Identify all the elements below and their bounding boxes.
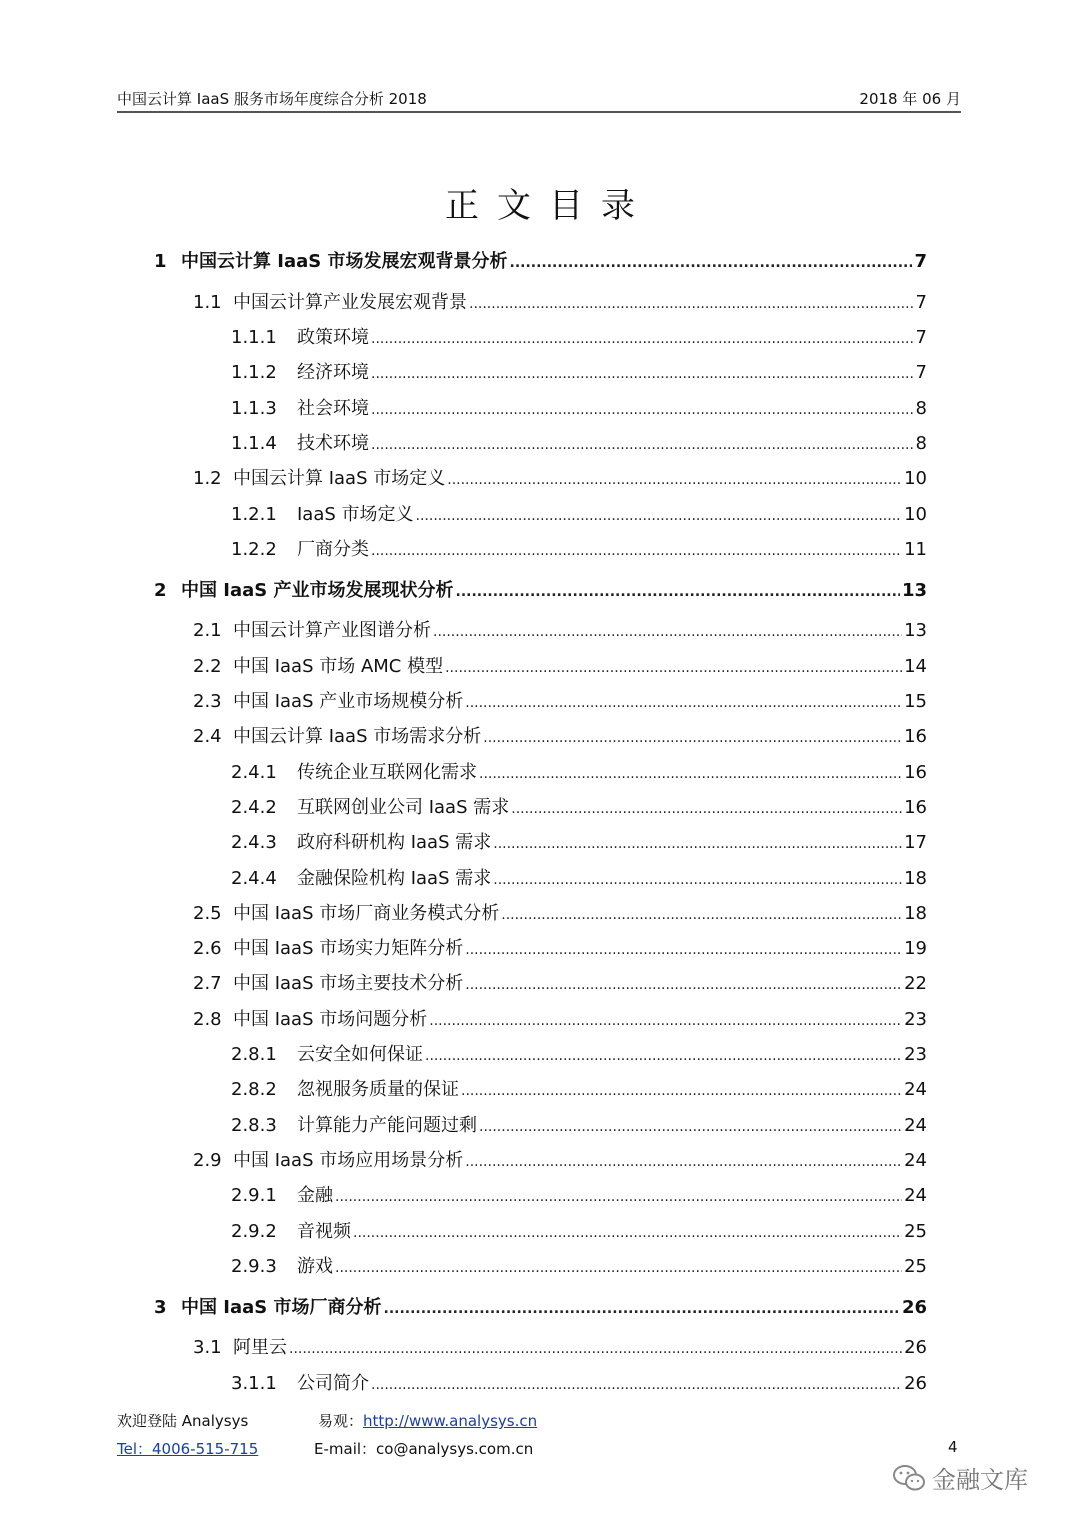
toc-entry[interactable]: [231, 1254, 927, 1280]
toc-entry-title: 中国 IaaS 市场问题分析: [233, 1009, 428, 1030]
toc-entry-title: 政策环境: [297, 327, 369, 348]
footer-website-label: 易观：: [318, 1412, 364, 1430]
toc-entry[interactable]: [231, 760, 927, 786]
toc-leader-dots: [493, 867, 902, 893]
toc-entry-number: 2.5: [193, 903, 222, 924]
toc-leader-dots: [511, 796, 902, 822]
toc-entry-page: 24: [904, 1115, 927, 1136]
toc-entry[interactable]: [193, 466, 927, 492]
toc-entry[interactable]: [231, 1042, 927, 1068]
toc-entry-title: 技术环境: [297, 433, 369, 454]
toc-entry-title: 中国 IaaS 市场厂商分析: [181, 1297, 382, 1318]
toc-entry-page: 13: [904, 620, 927, 641]
toc-entry-title: 计算能力产能问题过剩: [297, 1115, 477, 1136]
toc-leader-dots: [501, 902, 902, 928]
toc-leader-dots: [479, 1114, 902, 1140]
toc-leader-dots: [510, 250, 913, 276]
toc-leader-dots: [493, 831, 902, 857]
toc-leader-dots: [483, 725, 902, 751]
toc-entry-page: 24: [904, 1150, 927, 1171]
toc-entry[interactable]: [231, 866, 927, 892]
toc-entry-title: 经济环境: [297, 362, 369, 383]
toc-leader-dots: [371, 361, 913, 387]
toc-entry-page: 18: [904, 903, 927, 924]
toc-entry-title: 中国云计算产业发展宏观背景: [233, 292, 467, 313]
toc-entry-number: 3.1.1: [231, 1373, 277, 1394]
toc-leader-dots: [479, 761, 902, 787]
toc-entry-title: 政府科研机构 IaaS 需求: [297, 832, 492, 853]
toc-entry-page: 16: [904, 726, 927, 747]
toc-entry-title: 中国 IaaS 市场主要技术分析: [233, 973, 464, 994]
toc-entry-page: 7: [915, 292, 927, 313]
toc-entry[interactable]: [193, 689, 927, 715]
toc-entry[interactable]: [193, 724, 927, 750]
page-header: [117, 88, 961, 112]
toc-leader-dots: [289, 1336, 902, 1362]
toc-leader-dots: [371, 432, 913, 458]
toc-entry-page: 26: [901, 1297, 927, 1318]
toc-entry-page: 25: [904, 1256, 927, 1277]
toc-entry[interactable]: [193, 971, 927, 997]
toc-entry-title: 中国 IaaS 产业市场发展现状分析: [181, 580, 454, 601]
toc-entry-page: 23: [904, 1044, 927, 1065]
toc-entry[interactable]: [193, 290, 927, 316]
toc-entry-number: 3.1: [193, 1337, 222, 1358]
toc-entry-number: 2.7: [193, 973, 222, 994]
header-divider: [117, 111, 961, 113]
toc-entry-title: 中国 IaaS 市场厂商业务模式分析: [233, 903, 500, 924]
toc-entry-title: 阿里云: [233, 1337, 287, 1358]
toc-leader-dots: [335, 1184, 902, 1210]
watermark: [892, 1460, 1028, 1495]
toc-leader-dots: [416, 503, 903, 529]
toc-entry-page: 26: [904, 1373, 927, 1394]
toc-entry-title: 中国云计算 IaaS 市场需求分析: [233, 726, 482, 747]
toc-entry-title: 互联网创业公司 IaaS 需求: [297, 797, 510, 818]
toc-entry-number: 1.2.1: [231, 504, 277, 525]
toc-entry-title: 厂商分类: [297, 539, 369, 560]
toc-entry-title: 中国云计算 IaaS 市场发展宏观背景分析: [181, 251, 508, 272]
toc-entry[interactable]: [231, 396, 927, 422]
toc-entry-page: 16: [904, 797, 927, 818]
toc-entry-number: 1.1: [193, 292, 222, 313]
toc-entry[interactable]: [231, 431, 927, 457]
toc-leader-dots: [429, 1008, 902, 1034]
toc-leader-dots: [469, 291, 913, 317]
toc-entry-page: 7: [914, 251, 927, 272]
toc-entry-page: 7: [915, 327, 927, 348]
toc-entry-number: 2.9.2: [231, 1221, 277, 1242]
toc-entry-page: 22: [904, 973, 927, 994]
toc-entry-page: 7: [915, 362, 927, 383]
toc-entry-number: 2: [154, 580, 167, 601]
toc-leader-dots: [445, 655, 902, 681]
toc-entry[interactable]: [231, 1183, 927, 1209]
toc-entry-page: 8: [915, 433, 927, 454]
toc-entry-number: 2.1: [193, 620, 222, 641]
toc-entry-page: 13: [901, 580, 927, 601]
toc-entry[interactable]: [231, 795, 927, 821]
toc-entry[interactable]: [154, 1295, 927, 1321]
toc-entry-number: 2.2: [193, 656, 222, 677]
footer-website-line: [318, 1410, 537, 1431]
toc-leader-dots: [465, 937, 902, 963]
toc-entry-number: 1.1.2: [231, 362, 277, 383]
toc-entry[interactable]: [193, 1148, 927, 1174]
toc-entry-title: 游戏: [297, 1256, 333, 1277]
toc-entry-title: 音视频: [297, 1221, 351, 1242]
toc-entry-page: 23: [904, 1009, 927, 1030]
toc-leader-dots: [371, 538, 902, 564]
toc-entry-title: 中国云计算 IaaS 市场定义: [233, 468, 446, 489]
toc-entry-number: 2.4.2: [231, 797, 277, 818]
toc-entry-title: 社会环境: [297, 398, 369, 419]
toc-entry[interactable]: [231, 1077, 927, 1103]
toc-entry-title: 公司简介: [297, 1373, 369, 1394]
toc-entry-number: 2.4.3: [231, 832, 277, 853]
header-document-title: 中国云计算 IaaS 服务市场年度综合分析 2018: [117, 90, 427, 108]
toc-entry-number: 2.8.1: [231, 1044, 277, 1065]
toc-entry[interactable]: [231, 325, 927, 351]
toc-entry[interactable]: [154, 578, 927, 604]
toc-leader-dots: [456, 579, 900, 605]
toc-entry-title: 传统企业互联网化需求: [297, 762, 477, 783]
toc-entry-page: 8: [915, 398, 927, 419]
toc-entry-title: 中国 IaaS 产业市场规模分析: [233, 691, 464, 712]
toc-entry-number: 1.1.1: [231, 327, 277, 348]
toc-leader-dots: [447, 467, 902, 493]
toc-entry-number: 2.6: [193, 938, 222, 959]
toc-entry[interactable]: [193, 1007, 927, 1033]
toc-leader-dots: [425, 1043, 902, 1069]
toc-entry[interactable]: [231, 537, 927, 563]
toc-leader-dots: [371, 397, 913, 423]
toc-entry-title: 金融: [297, 1185, 333, 1206]
toc-entry-number: 1.1.4: [231, 433, 277, 454]
toc-entry[interactable]: [231, 1219, 927, 1245]
toc-entry-title: 中国 IaaS 市场应用场景分析: [233, 1150, 464, 1171]
toc-leader-dots: [465, 690, 902, 716]
toc-entry-page: 17: [904, 832, 927, 853]
toc-entry-number: 1: [154, 251, 167, 272]
toc-entry-number: 2.4.1: [231, 762, 277, 783]
toc-entry-number: 2.9.1: [231, 1185, 277, 1206]
toc-entry-number: 2.8.3: [231, 1115, 277, 1136]
toc-leader-dots: [461, 1078, 902, 1104]
toc-entry-number: 2.3: [193, 691, 222, 712]
toc-entry-page: 18: [904, 868, 927, 889]
toc-entry-title: 忽视服务质量的保证: [297, 1079, 459, 1100]
toc-leader-dots: [335, 1255, 902, 1281]
toc-entry[interactable]: [193, 1335, 927, 1361]
footer-website-link[interactable]: http://www.analysys.cn: [363, 1412, 538, 1430]
toc-entry-title: IaaS 市场定义: [297, 504, 414, 525]
footer-phone-link[interactable]: Tel：4006-515-715: [117, 1440, 259, 1458]
toc-entry-page: 26: [904, 1337, 927, 1358]
toc-leader-dots: [371, 326, 913, 352]
header-date: 2018 年 06 月: [859, 90, 961, 108]
toc-entry[interactable]: [193, 901, 927, 927]
page-number: 4: [948, 1438, 958, 1456]
toc-entry-number: 1.1.3: [231, 398, 277, 419]
toc-leader-dots: [433, 619, 902, 645]
footer-welcome: 欢迎登陆 Analysys: [117, 1412, 249, 1430]
footer-email: E-mail：co@analysys.com.cn: [314, 1440, 534, 1458]
toc-leader-dots: [384, 1296, 900, 1322]
toc-entry-title: 中国云计算产业图谱分析: [233, 620, 431, 641]
toc-entry-page: 15: [904, 691, 927, 712]
toc-entry-page: 25: [904, 1221, 927, 1242]
toc-leader-dots: [371, 1372, 902, 1398]
toc-entry[interactable]: [193, 618, 927, 644]
toc-entry-number: 2.4.4: [231, 868, 277, 889]
toc-leader-dots: [353, 1220, 902, 1246]
toc-entry-number: 1.2.2: [231, 539, 277, 560]
toc-entry[interactable]: [154, 249, 927, 275]
toc-entry[interactable]: [231, 502, 927, 528]
toc-entry[interactable]: [193, 936, 927, 962]
toc-entry-page: 24: [904, 1079, 927, 1100]
toc-entry-page: 14: [904, 656, 927, 677]
toc-entry-page: 24: [904, 1185, 927, 1206]
toc-entry-page: 16: [904, 762, 927, 783]
toc-entry-number: 1.2: [193, 468, 222, 489]
toc-entry-title: 云安全如何保证: [297, 1044, 423, 1065]
toc-entry-number: 3: [154, 1297, 167, 1318]
page-title: 正文目录: [445, 186, 653, 226]
toc-entry-title: 金融保险机构 IaaS 需求: [297, 868, 492, 889]
toc-entry-number: 2.8.2: [231, 1079, 277, 1100]
toc-entry-page: 10: [904, 468, 927, 489]
toc-entry[interactable]: [231, 1371, 927, 1397]
toc-leader-dots: [465, 972, 902, 998]
toc-entry-number: 2.9: [193, 1150, 222, 1171]
toc-entry[interactable]: [231, 830, 927, 856]
toc-entry-title: 中国 IaaS 市场实力矩阵分析: [233, 938, 464, 959]
toc-entry[interactable]: [193, 654, 927, 680]
watermark-text: 金融文库: [932, 1466, 1028, 1494]
toc-entry-number: 2.9.3: [231, 1256, 277, 1277]
toc-entry-title: 中国 IaaS 市场 AMC 模型: [233, 656, 444, 677]
toc-entry[interactable]: [231, 360, 927, 386]
wechat-icon: [892, 1464, 926, 1492]
toc-entry-page: 11: [904, 539, 927, 560]
toc-entry[interactable]: [231, 1113, 927, 1139]
toc-leader-dots: [465, 1149, 902, 1175]
toc-entry-page: 19: [904, 938, 927, 959]
toc-entry-number: 2.4: [193, 726, 222, 747]
toc-entry-page: 10: [904, 504, 927, 525]
toc-entry-number: 2.8: [193, 1009, 222, 1030]
